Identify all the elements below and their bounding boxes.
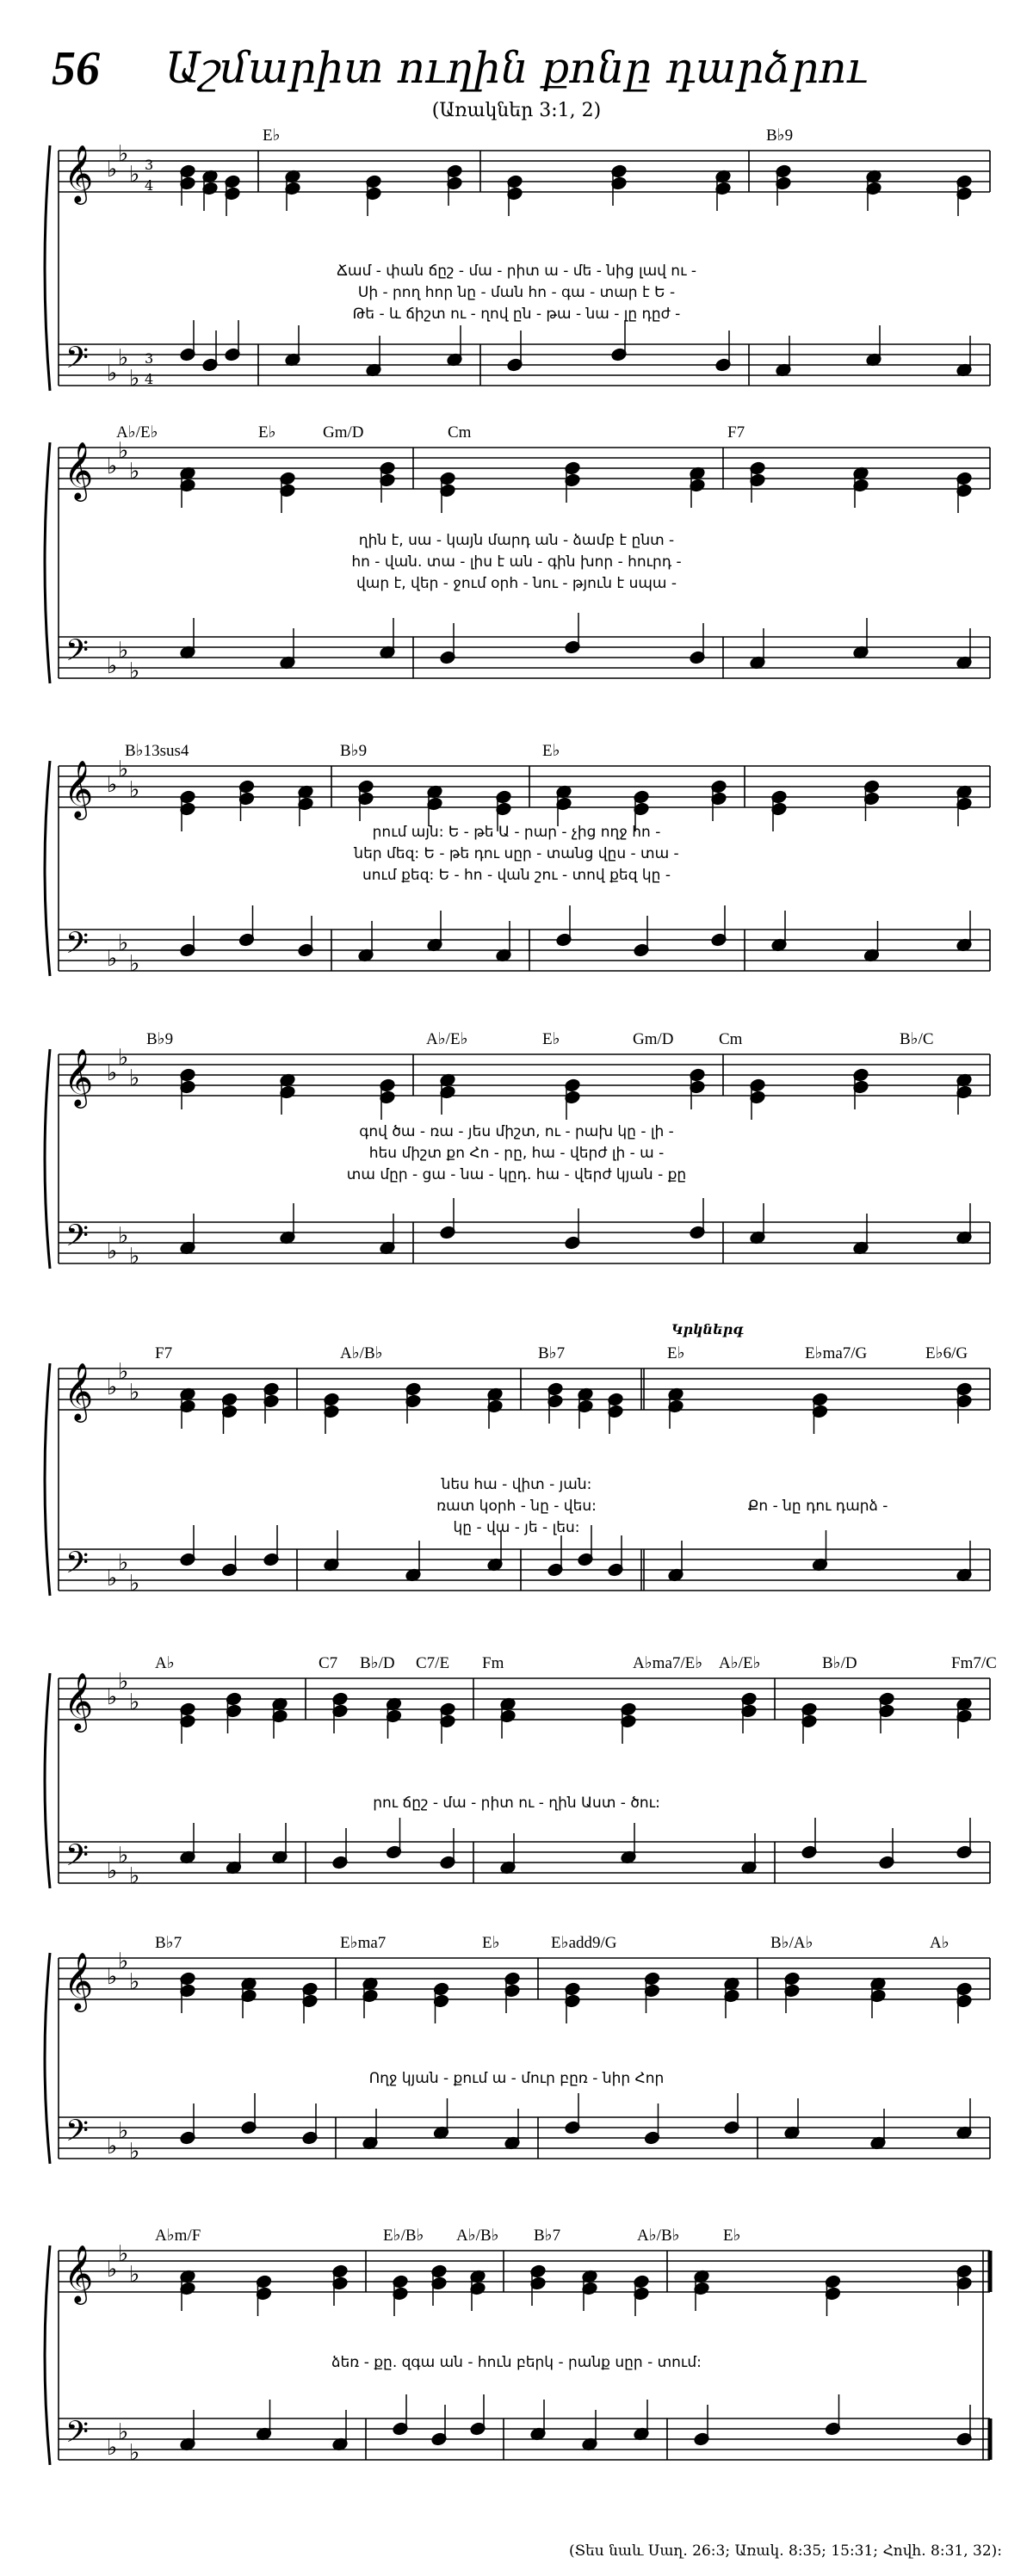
chord-symbol: B♭7: [538, 1344, 566, 1362]
treble-clef-icon: 𝄞: [64, 144, 94, 202]
key-signature-flat: ♭: [118, 2419, 129, 2445]
bass-note: [783, 2098, 800, 2140]
bass-note: [667, 1541, 684, 1582]
lyric-line-3: սում քեզ: Ե - հո - վան շու - տով քեզ կը -: [362, 867, 671, 884]
key-signature-flat: ♭: [107, 1858, 118, 1884]
key-signature-flat: ♭: [118, 345, 129, 371]
key-signature-flat: ♭: [129, 951, 140, 977]
bass-clef-icon: 𝄢: [65, 925, 90, 967]
key-signature-flat: ♭: [118, 1045, 129, 1071]
key-signature-flat: ♭: [107, 772, 118, 798]
treble-staff: [59, 1368, 990, 1410]
bass-clef-icon: 𝄢: [65, 1218, 90, 1260]
bass-note: [801, 1818, 817, 1859]
bass-note: [555, 905, 572, 947]
key-signature-flat: ♭: [129, 366, 140, 392]
bass-note: [610, 320, 627, 361]
bass-note: [439, 623, 455, 664]
treble-staff: [59, 1958, 990, 1999]
key-signature-flat: ♭: [129, 1066, 140, 1091]
bass-note: [749, 628, 765, 670]
bass-note: [495, 921, 511, 962]
bass-note: [179, 916, 195, 957]
treble-clef-icon: 𝄞: [64, 1951, 94, 2010]
lyric-line-3: Թե - և ճիշտ ու - ղով ըն - թա - նա - լը դըժ -: [352, 306, 681, 323]
chord-symbol: A♭/E♭: [719, 1654, 761, 1672]
bass-clef-icon: 𝄢: [65, 2414, 90, 2456]
bass-note: [581, 2410, 597, 2451]
system-brace: [45, 442, 50, 683]
chord-symbol: A♭ma7/E♭: [633, 1654, 703, 1672]
chord-symbol: Gm/D: [323, 423, 364, 442]
key-signature-flat: ♭: [129, 1969, 140, 1995]
chord-symbol: A♭: [155, 1654, 175, 1672]
bass-note: [825, 2394, 841, 2436]
bass-note: [433, 2098, 449, 2140]
key-signature-flat: ♭: [118, 1843, 129, 1869]
bass-note: [263, 1525, 279, 1566]
treble-staff: [59, 1054, 990, 1096]
key-signature-flat: ♭: [118, 141, 129, 167]
bass-note: [297, 916, 313, 957]
bass-note: [446, 325, 462, 367]
chord-symbol: A♭m/F: [155, 2227, 201, 2245]
bass-note: [179, 1823, 195, 1864]
bass-staff: [59, 1842, 990, 1883]
time-signature-top: 3: [145, 350, 154, 367]
bass-note: [956, 1818, 972, 1859]
bass-note: [529, 2400, 546, 2441]
chord-symbol: B♭9: [146, 1030, 174, 1048]
time-signature-top: 3: [145, 157, 154, 173]
treble-clef-icon: 𝄞: [64, 1362, 94, 1420]
bass-note: [179, 1214, 195, 1255]
bass-note: [710, 905, 727, 947]
lyric-line-2: Սի - րող հոր նը - ման հո - գա - տար է Ե -: [357, 284, 676, 301]
bass-note: [644, 2103, 660, 2145]
bass-note: [331, 1828, 348, 1869]
bass-note: [284, 325, 300, 367]
chord-symbol: A♭/B♭: [340, 1344, 383, 1362]
bass-note: [256, 2400, 272, 2441]
lyric-line-1: նես հա - վիտ - յան:: [441, 1476, 592, 1493]
chord-symbol: A♭: [930, 1934, 949, 1952]
time-signature-bottom: 4: [145, 177, 154, 194]
chord-symbol: E♭ma7: [340, 1934, 387, 1952]
system-brace: [45, 1049, 50, 1269]
bass-note: [365, 336, 381, 377]
bass-note: [812, 1530, 828, 1572]
key-signature-flat: ♭: [118, 438, 129, 464]
key-signature-flat: ♭: [107, 1964, 118, 1990]
key-signature-flat: ♭: [129, 2440, 140, 2466]
chord-symbol: B♭13sus4: [125, 742, 189, 760]
key-signature-flat: ♭: [107, 1566, 118, 1591]
lyric-line-2: ռատ կօրհ - նը - վես:: [436, 1498, 597, 1515]
bass-note: [956, 2405, 972, 2446]
key-signature-flat: ♭: [107, 2257, 118, 2283]
lyric-line-1: րում այն: Ե - թե Ա - րար - չից ողջ հո -: [372, 824, 661, 841]
lyric-line-2: հես միշտ քո Հո - րը, հա - վերժ լի - ա -: [368, 1145, 665, 1162]
bass-note: [956, 336, 972, 377]
bass-note: [749, 1203, 765, 1245]
chord-symbol: F7: [155, 1344, 173, 1362]
scripture-reference: (Առակներ 3:1, 2): [431, 100, 602, 121]
chord-symbol: Fm7/C: [951, 1654, 997, 1672]
bass-note: [386, 1818, 402, 1859]
bass-note: [331, 2410, 348, 2451]
chord-symbol: F7: [727, 423, 745, 442]
footer-note: (Տես նաև Սաղ. 26:3; Առակ. 8:35; 15:31; Հովհ. 8:31, 32):: [568, 2542, 1002, 2560]
bass-note: [869, 2109, 886, 2150]
bass-note: [504, 2109, 520, 2150]
bass-note: [179, 2103, 195, 2145]
bass-note: [740, 1833, 757, 1875]
bass-note: [607, 1535, 623, 1577]
chord-symbol: E♭: [542, 742, 560, 760]
chord-symbol: Cm: [719, 1030, 743, 1048]
system-brace: [45, 1363, 50, 1596]
chord-symbol: A♭/B♭: [637, 2227, 680, 2245]
chord-symbol: C7: [319, 1654, 338, 1672]
lyric-line-1: Ողջ կյան - քում ա - մուր բըռ - նիր Հոր: [368, 2070, 665, 2087]
bass-note: [564, 2093, 580, 2134]
bass-note: [506, 330, 523, 372]
key-signature-flat: ♭: [107, 946, 118, 972]
bass-note: [486, 1530, 503, 1572]
bass-note: [201, 330, 218, 372]
key-signature-flat: ♭: [129, 2139, 140, 2165]
system-brace: [45, 1953, 50, 2164]
chord-symbol: B♭/D: [360, 1654, 395, 1672]
bass-note: [714, 330, 731, 372]
chord-symbol: B♭/A♭: [770, 1934, 813, 1952]
key-signature-flat: ♭: [118, 930, 129, 956]
chord-symbol: B♭9: [340, 742, 368, 760]
chord-symbol: C7/E: [416, 1654, 450, 1672]
bass-note: [240, 2093, 257, 2134]
treble-clef-icon: 𝄞: [64, 1671, 94, 1730]
key-signature-flat: ♭: [129, 1244, 140, 1269]
bass-note: [279, 1203, 295, 1245]
lyric-line-2: հո - վան. տա - լիս է ան - գին խոր - հուրդ -: [351, 553, 682, 571]
system-brace: [45, 2246, 50, 2465]
chord-symbol: A♭/E♭: [426, 1030, 468, 1048]
treble-clef-icon: 𝄞: [64, 759, 94, 818]
key-signature-flat: ♭: [129, 777, 140, 803]
bass-note: [226, 1833, 242, 1875]
bass-note: [499, 1833, 516, 1875]
chord-symbol: Fm: [482, 1654, 504, 1672]
chord-symbol: E♭/B♭: [383, 2227, 424, 2245]
bass-note: [956, 1541, 972, 1582]
key-signature-flat: ♭: [118, 2118, 129, 2144]
bass-note: [430, 2405, 447, 2446]
bass-staff: [59, 930, 990, 971]
treble-staff: [59, 151, 990, 192]
key-signature-flat: ♭: [129, 162, 140, 188]
key-signature-flat: ♭: [118, 638, 129, 664]
treble-clef-icon: 𝄞: [64, 441, 94, 499]
chord-symbol: E♭6/G: [925, 1344, 968, 1362]
chord-symbol: A♭/B♭: [456, 2227, 499, 2245]
bass-note: [620, 1823, 636, 1864]
key-signature-flat: ♭: [107, 157, 118, 182]
treble-staff: [59, 1678, 990, 1720]
bass-note: [863, 921, 880, 962]
bass-note: [956, 1203, 972, 1245]
system-brace: [45, 761, 50, 976]
bass-note: [693, 2405, 709, 2446]
chord-symbol: E♭: [482, 1934, 500, 1952]
bass-clef-icon: 𝄢: [65, 1838, 90, 1880]
bass-note: [852, 1214, 869, 1255]
key-signature-flat: ♭: [129, 658, 140, 684]
bass-clef-icon: 𝄢: [65, 340, 90, 382]
key-signature-flat: ♭: [118, 1223, 129, 1249]
treble-staff: [59, 448, 990, 489]
key-signature-flat: ♭: [107, 1239, 118, 1264]
chord-symbol: E♭add9/G: [551, 1934, 617, 1952]
bass-note: [878, 1828, 894, 1869]
key-signature-flat: ♭: [107, 454, 118, 479]
hymn-title: Աշմարիտ ուղին քոնը դարձրու: [165, 43, 868, 93]
chord-symbol: A♭/E♭: [116, 423, 158, 442]
chord-symbol: E♭: [258, 423, 276, 442]
bass-note: [689, 623, 705, 664]
key-signature-flat: ♭: [107, 1060, 118, 1086]
bass-note: [271, 1823, 288, 1864]
bass-note: [362, 2109, 378, 2150]
bass-note: [179, 320, 195, 361]
key-signature-flat: ♭: [107, 1684, 118, 1710]
bass-staff: [59, 344, 990, 386]
treble-clef-icon: 𝄞: [64, 2244, 94, 2302]
treble-staff: [59, 2251, 990, 2292]
key-signature-flat: ♭: [118, 757, 129, 782]
chord-symbol: E♭: [542, 1030, 560, 1048]
lyric-line-3: վար է, վեր - ջում օրհ - նու - թյուն է սպա -: [356, 575, 677, 592]
bass-note: [564, 613, 580, 654]
bass-note: [439, 1828, 455, 1869]
bass-note: [547, 1535, 563, 1577]
lyric-line-2: ներ մեզ: Ե - թե դու սըր - տանց վըս - տա -: [354, 845, 679, 862]
bass-note: [564, 1208, 580, 1250]
bass-note: [865, 325, 881, 367]
key-signature-flat: ♭: [118, 1359, 129, 1385]
chord-symbol: E♭: [723, 2227, 741, 2245]
bass-note: [323, 1530, 339, 1572]
key-signature-flat: ♭: [129, 459, 140, 485]
chord-symbol: B♭/C: [900, 1030, 934, 1048]
treble-clef-icon: 𝄞: [64, 1047, 94, 1106]
key-signature-flat: ♭: [107, 2134, 118, 2159]
bass-note: [633, 2400, 649, 2441]
bass-note: [633, 916, 649, 957]
bass-staff: [59, 2418, 990, 2460]
time-signature-bottom: 4: [145, 371, 154, 387]
bass-note: [956, 911, 972, 952]
bass-note: [689, 1198, 705, 1239]
bass-note: [357, 921, 374, 962]
bass-note: [238, 905, 255, 947]
chord-symbol: E♭: [667, 1344, 685, 1362]
lyric-line-3: կը - վա - յե - լես:: [453, 1519, 580, 1536]
key-signature-flat: ♭: [118, 1669, 129, 1695]
bass-staff: [59, 637, 990, 678]
bass-clef-icon: 𝄢: [65, 633, 90, 675]
bass-note: [469, 2394, 486, 2436]
bass-note: [179, 1525, 195, 1566]
bass-note: [956, 2098, 972, 2140]
lyric-line-1: գով ծա - ռա - յես միշտ, ու - րախ կը - լի -: [359, 1123, 674, 1140]
chord-symbol: Cm: [448, 423, 472, 442]
key-signature-flat: ♭: [118, 1550, 129, 1576]
bass-staff: [59, 1549, 990, 1591]
bass-staff: [59, 2117, 990, 2159]
chord-symbol: E♭ma7/G: [805, 1344, 868, 1362]
key-signature-flat: ♭: [107, 653, 118, 679]
bass-note: [179, 2410, 195, 2451]
key-signature-flat: ♭: [129, 1380, 140, 1405]
bass-note: [392, 2394, 408, 2436]
bass-note: [956, 628, 972, 670]
key-signature-flat: ♭: [129, 1863, 140, 1889]
refrain-lyric: Քո - նը դու դարձ -: [747, 1498, 888, 1515]
bass-note: [179, 618, 195, 659]
bass-note: [279, 628, 295, 670]
bass-note: [439, 1198, 455, 1239]
lyric-line-1: րու ճըշ - մա - րիտ ու - ղին Աստ - ծու:: [373, 1795, 660, 1812]
bass-clef-icon: 𝄢: [65, 1545, 90, 1587]
key-signature-flat: ♭: [129, 1690, 140, 1715]
bass-note: [379, 618, 395, 659]
chord-symbol: B♭/D: [822, 1654, 857, 1672]
chord-symbol: E♭: [263, 127, 281, 145]
chord-symbol: B♭7: [155, 1934, 182, 1952]
bass-note: [301, 2103, 318, 2145]
bass-note: [770, 911, 787, 952]
hymn-number: 56: [52, 42, 100, 96]
bass-note: [405, 1541, 421, 1582]
key-signature-flat: ♭: [118, 1949, 129, 1974]
refrain-tempo-mark: Կրկներգ: [671, 1321, 744, 1337]
bass-clef-icon: 𝄢: [65, 2113, 90, 2155]
lyric-line-3: տա մըր - ցա - նա - կըդ. հա - վերժ կյան - քը: [346, 1166, 687, 1183]
bass-note: [852, 618, 869, 659]
lyric-line-1: Ճամ - փան ճըշ - մա - րիտ ա - մե - նից լավ ու -: [336, 263, 697, 280]
lyric-line-1: ձեռ - քը. զգա ան - հուն բերկ - րանք սըր - տում:: [331, 2354, 702, 2371]
bass-note: [221, 1535, 238, 1577]
bass-note: [426, 911, 442, 952]
key-signature-flat: ♭: [129, 1571, 140, 1597]
key-signature-flat: ♭: [107, 2435, 118, 2461]
treble-staff: [59, 766, 990, 807]
system-brace: [45, 145, 50, 391]
key-signature-flat: ♭: [107, 1374, 118, 1400]
bass-note: [379, 1214, 395, 1255]
bass-note: [224, 320, 240, 361]
system-brace: [45, 1673, 50, 1888]
chord-symbol: Gm/D: [633, 1030, 674, 1048]
chord-symbol: B♭9: [766, 127, 794, 145]
bass-note: [723, 2093, 739, 2134]
key-signature-flat: ♭: [107, 361, 118, 386]
key-signature-flat: ♭: [118, 2241, 129, 2267]
key-signature-flat: ♭: [129, 2262, 140, 2288]
bass-staff: [59, 1222, 990, 1263]
lyric-line-1: ղին է, սա - կայն մարդ ան - ձամբ է ընտ -: [358, 532, 675, 549]
chord-symbol: B♭7: [534, 2227, 561, 2245]
bass-note: [775, 336, 791, 377]
